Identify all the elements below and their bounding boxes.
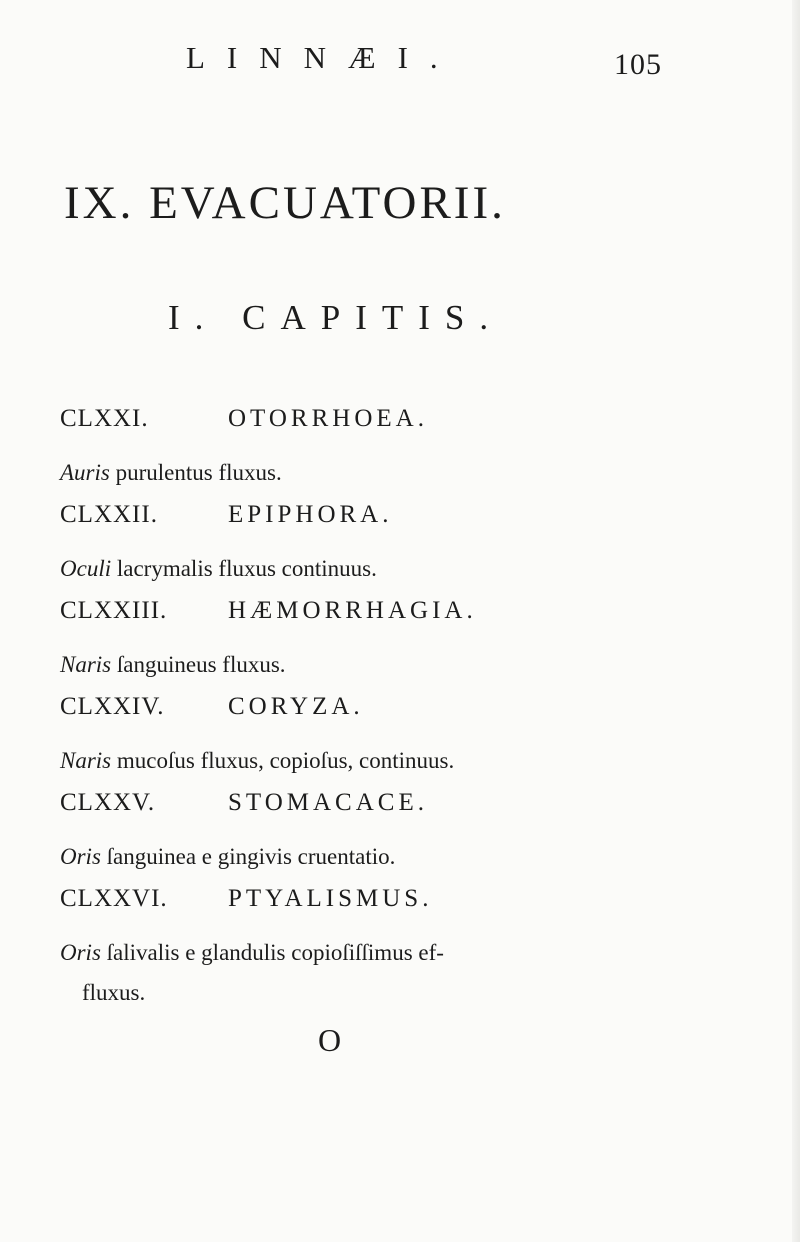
entry-continuation: fluxus. [82,980,146,1005]
entry-heading [60,789,670,837]
entry-lead-word: Naris [60,748,112,773]
class-title: IX. EVACUATORII. [64,177,506,229]
entry-name: STOMACACE. [228,789,428,816]
entry-number: CLXXII. [60,501,158,528]
entry-number: CLXXIII. [60,597,168,624]
list-item [60,405,670,501]
entry-lead-word: Oris [60,844,101,869]
entry-number: CLXXV. [60,789,156,816]
entry-description [60,549,670,597]
running-head: LINNÆI. [186,40,460,75]
entry-description [60,645,670,693]
entry-number: CLXXI. [60,405,149,432]
page-edge [792,0,800,1242]
entry-description [60,837,670,885]
entry-heading [60,885,670,933]
entry-lead-word: Auris [60,460,110,485]
list-item [60,885,670,1013]
catchword: O [318,1022,342,1058]
entry-heading [60,501,670,549]
entry-name: OTORRHOEA. [228,405,428,432]
list-item [60,789,670,885]
list-item [60,693,670,789]
entry-heading [60,693,670,741]
entry-number: CLXXIV. [60,693,165,720]
entry-heading [60,405,670,453]
entry-number: CLXXVI. [60,885,168,912]
list-item [60,597,670,693]
entry-text: ſanguinea e gingivis cruentatio. [106,844,396,869]
entry-text: ſanguineus fluxus. [116,652,286,677]
entry-name: CORYZA. [228,693,364,720]
entry-name: PTYALISMUS. [228,885,433,912]
disease-list [60,405,670,1013]
entry-description [60,453,670,501]
entry-description [60,741,670,789]
order-title: I. CAPITIS. [168,298,504,337]
entry-text: lacrymalis fluxus continuus. [116,556,377,581]
entry-text: purulentus fluxus. [115,460,282,485]
entry-lead-word: Oris [60,940,101,965]
entry-text: ſalivalis e glandulis copioſiſſimus ef- [106,940,444,965]
entry-heading [60,597,670,645]
list-item [60,501,670,597]
page-number: 105 [614,48,662,81]
entry-lead-word: Naris [60,652,112,677]
entry-name: HÆMORRHAGIA. [228,597,477,624]
entry-name: EPIPHORA. [228,501,393,528]
entry-lead-word: Oculi [60,556,112,581]
entry-text: mucoſus fluxus, copioſus, continuus. [116,748,455,773]
entry-description [60,933,670,1013]
